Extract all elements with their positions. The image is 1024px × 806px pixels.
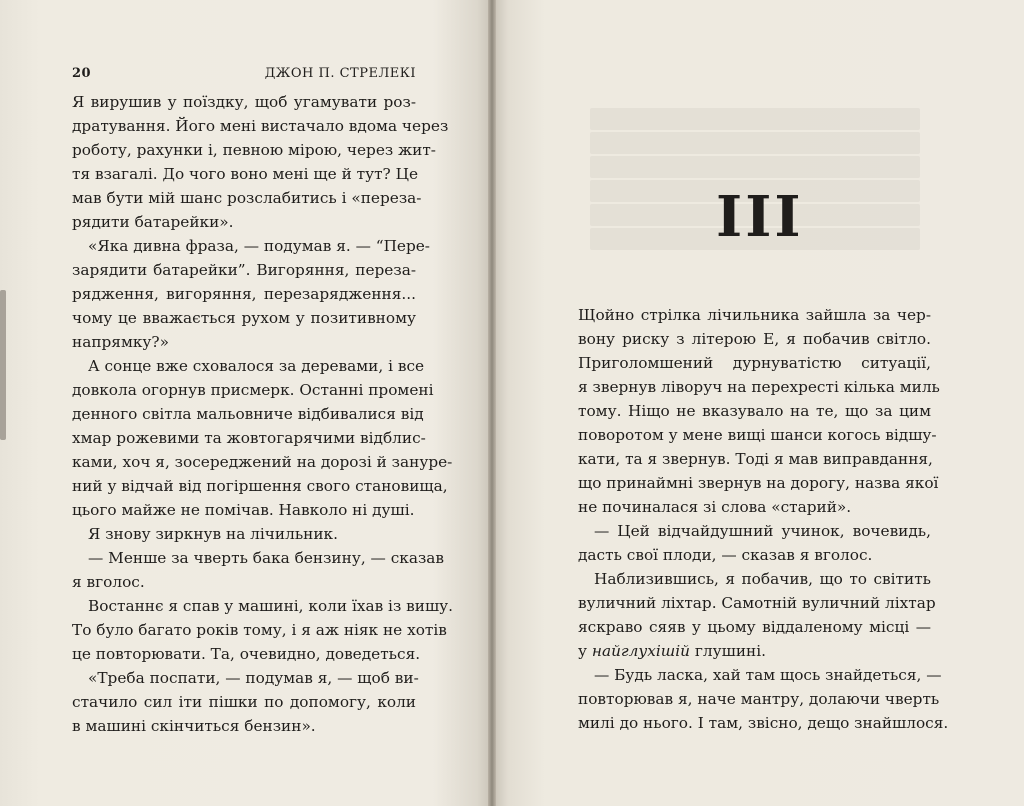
text-line: довкола огорнув присмерк. Останні промені — [72, 381, 434, 399]
text-line: напрямку?» — [72, 333, 169, 351]
page-edge-shadow — [0, 290, 6, 440]
text-line: Наблизившись, я побачив, що то світить — [594, 570, 931, 588]
text-line: — Будь ласка, хай там щось знайдеться, — — [594, 666, 942, 684]
text-line: Приголомшений дурнуватістю ситуації, — [578, 354, 931, 372]
text-line: дасть свої плоди, — сказав я вголос. — [578, 546, 873, 564]
text-line: не починалася зі слова «старий». — [578, 498, 852, 516]
text-line: дратування. Його мені вистачало вдома через — [72, 117, 449, 135]
text-line: «Треба поспати, — подумав я, — щоб ви- — [88, 669, 419, 687]
text-line: Я вирушив у поїздку, щоб угамувати роз- — [72, 93, 416, 111]
text-line: цього майже не помічав. Навколо ні душі. — [72, 501, 415, 519]
text-line: чому це вважається рухом у позитивному — [72, 309, 416, 327]
text-line: я звернув ліворуч на перехресті кілька миль — [578, 378, 940, 396]
text-line: я вголос. — [72, 573, 145, 591]
text-line: це повторювати. Та, очевидно, доведеться. — [72, 645, 421, 663]
text-line: зарядити батарейки”. Вигоряння, переза- — [72, 261, 416, 279]
text-line: стачило сил іти пішки по допомогу, коли — [72, 693, 416, 711]
right-page-body — [578, 303, 949, 735]
text-line: тому. Ніщо не вказувало на те, що за цим — [578, 402, 931, 420]
italic-text-run: найглухішій — [591, 642, 691, 660]
text-line: А сонце вже сховалося за деревами, і все — [88, 357, 425, 375]
text-run: у — [578, 642, 592, 660]
text-line: тя взагалі. До чого воно мені ще й тут? Це — [72, 165, 419, 183]
page-number: 20 — [72, 66, 92, 81]
book-gutter — [488, 0, 496, 806]
text-line: повторював я, наче мантру, долаючи чверть — [578, 690, 940, 708]
text-run: глушині. — [690, 642, 766, 660]
text-line: Я знову зиркнув на лічильник. — [88, 525, 338, 543]
text-line: — Менше за чверть бака бензину, — сказав — [88, 549, 445, 567]
text-line: рядити батарейки». — [72, 213, 234, 231]
text-line: ний у відчай від погіршення свого становища, — [72, 477, 448, 495]
text-line: поворотом у мене вищі шанси когось відшу- — [578, 426, 937, 444]
text-line: милі до нього. І там, звісно, дещо знайшлося. — [578, 714, 949, 732]
text-line: вону риску з літерою Е, я побачив світло. — [578, 330, 931, 348]
text-line: яскраво сяяв у цьому віддаленому місці — — [578, 618, 931, 636]
text-line: вуличний ліхтар. Самотній вуличний ліхтар — [578, 594, 936, 612]
running-head-author: ДЖОН П. СТРЕЛЕКІ — [264, 66, 416, 81]
text-line: денного світла мальовниче відбивалися від — [72, 405, 424, 423]
text-line: кати, та я звернув. Тоді я мав виправдання, — [578, 450, 933, 468]
text-line: що принаймні звернув на дорогу, назва якої — [578, 474, 939, 492]
text-line — [578, 639, 931, 663]
chapter-number: III — [716, 184, 804, 250]
text-line: роботу, рахунки і, певною мірою, через жит- — [72, 141, 436, 159]
text-line: в машині скінчиться бензин». — [72, 717, 316, 735]
text-line: То було багато років тому, і я аж ніяк не хотів — [72, 621, 447, 639]
left-page-body — [72, 90, 454, 738]
text-line: рядження, вигоряння, перезарядження... — [72, 285, 416, 303]
text-line: Востаннє я спав у машині, коли їхав із вишу. — [88, 597, 454, 615]
text-line: Щойно стрілка лічильника зайшла за чер- — [578, 306, 931, 324]
text-line: «Яка дивна фраза, — подумав я. — “Пере- — [88, 237, 430, 255]
text-line: — Цей відчайдушний учинок, вочевидь, — [594, 522, 931, 540]
text-line: мав бути мій шанс розслабитись і «переза- — [72, 189, 422, 207]
text-line: ками, хоч я, зосереджений на дорозі й зануре- — [72, 453, 453, 471]
text-line: хмар рожевими та жовтогарячими відблис- — [72, 429, 426, 447]
